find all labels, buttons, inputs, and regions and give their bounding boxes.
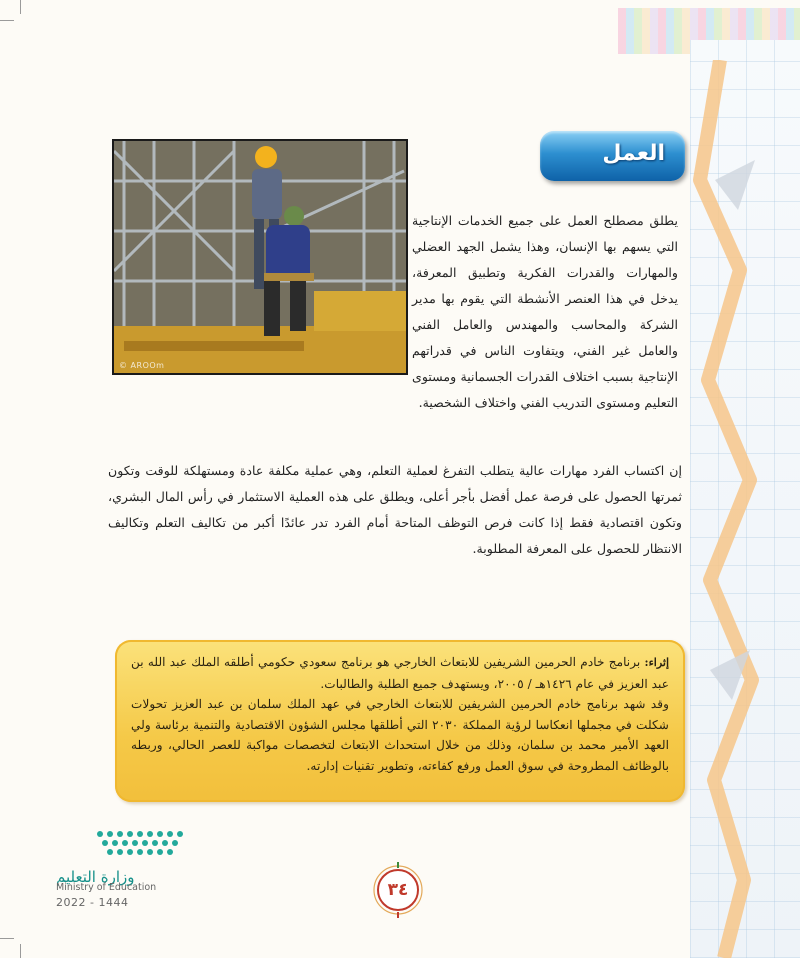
callout-text-1: برنامج خادم الحرمين الشريفين للابتعاث الخارجي هو برنامج سعودي حكومي أطلقه الملك عبد الله بن عبد العزيز في عام ١٤٢٦هـ / ٢٠٠٥، ويستهدف جميع الطلبة والطالبات.: [131, 655, 669, 691]
crop-mark: [20, 944, 21, 958]
page-number-badge: [370, 862, 426, 918]
enrichment-callout: [115, 640, 685, 802]
scaffold-illustration: [114, 141, 406, 373]
callout-text-2: وقد شهد برنامج خادم الحرمين الشريفين للابتعاث الخارجي في عهد الملك سلمان بن عبد العزيز تحولات شكلت في مجملها انعكاسا لرؤية المملكة ٢٠٣٠ التي أطلقها مجلس الشؤون الاقتصادية والتنمية برئاسة ولي العهد الأمير محمد بن سلمان، وذلك من خلال استحداث الابتعاث لتخصصات مواكبة للعصر الحالي، وربطه بالوظائف المطروحة في سوق العمل ورفع كفاءته، وتطوير تقنيات إدارته.: [131, 697, 670, 773]
zigzag-arrow-decoration: [680, 60, 800, 958]
edition-year: 2022 - 1444: [56, 896, 129, 909]
paragraph-work-definition: يطلق مصطلح العمل على جميع الخدمات الإنتاجية التي يسهم بها الإنسان، وهذا يشمل الجهد العضلي والمهارات والقدرات الفكرية وتطبيق المعرفة، يدخل في هذا العنصر الأنشطة التي يقوم بها مدير الشركة والمحاسب والمهندس والعامل الفني والعامل غير الفني، ويتفاوت الناس في قدراتهم الإنتاجية بسبب اختلاف القدرات الجسمانية ومستوى التعليم ومستوى التدريب الفني واختلاف الشخصية.: [412, 213, 678, 410]
callout-body: [131, 652, 669, 776]
page-number: ٣٤: [387, 880, 409, 900]
section-heading: العمل: [602, 141, 665, 166]
construction-workers-photo: [112, 139, 408, 375]
ministry-logo-icon: [92, 826, 192, 866]
paragraph-human-capital: إن اكتساب الفرد مهارات عالية يتطلب التفرغ لعملية التعلم، وهي عملية مكلفة عادة ومستهلكة للوقت وتكون ثمرتها الحصول على فرصة عمل أفضل بأجر أعلى، ويطلق على هذه العملية الاستثمار في رأس المال البشري، وتكون اقتصادية فقط إذا كانت فرص التوظف المتاحة أمام الفرد تدر عائدًا أكبر من تكاليف التعلم وتكاليف الانتظار للحصول على المعرفة المطلوبة.: [108, 463, 682, 556]
crop-mark: [0, 20, 14, 21]
ministry-name-english: Ministry of Education: [56, 882, 157, 893]
crop-mark: [20, 0, 21, 14]
ministry-name-arabic: وزارة التعليم: [56, 868, 135, 886]
crop-mark: [0, 938, 14, 939]
section-heading-badge: [540, 131, 685, 181]
callout-label: إثراء:: [644, 656, 670, 669]
photo-watermark: © AROOm: [119, 361, 165, 370]
